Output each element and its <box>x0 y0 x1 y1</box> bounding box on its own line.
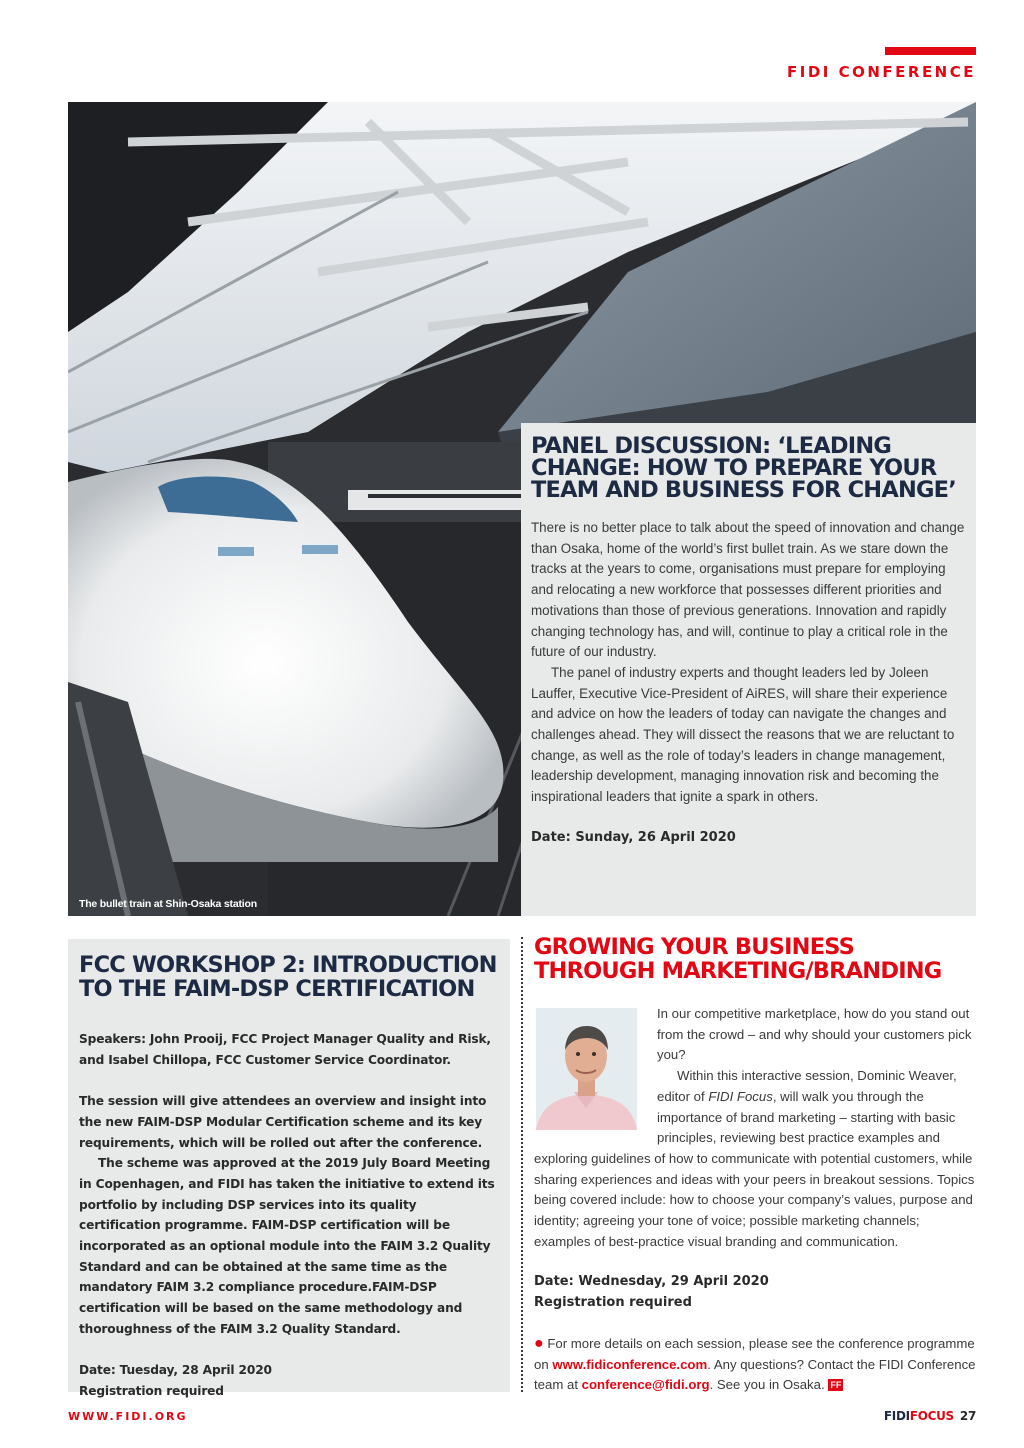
accent-bar <box>885 47 976 55</box>
speaker-portrait <box>536 1008 637 1130</box>
workshop-registration: Registration required <box>79 1383 224 1398</box>
growing-paragraph-1: In our competitive marketplace, how do you stand out from the crowd – and why should your customers pick you? <box>657 1006 972 1063</box>
speaker-portrait-illustration <box>536 1008 637 1130</box>
growing-business-section <box>534 935 976 1396</box>
growing-paragraph-2: Within this interactive session, Dominic Weaver, editor of FIDI Focus, will walk you through the importance of brand marketing – starting with basic principles, reviewing best practice examples and exploring guidelines of how to communicate with potential customers, while sharing experiences and ideas with your peers in breakout sessions. Topics being covered include: how to choose your company’s values, purpose and identity; agreeing your tone of voice; possible marketing channels; examples of best-practice visual branding and communication. <box>534 1068 975 1249</box>
panel-date: Date: Sunday, 26 April 2020 <box>531 829 736 845</box>
footer-brand: FIDIFOCUS 27 <box>883 1409 976 1423</box>
growing-registration: Registration required <box>534 1295 692 1311</box>
workshop-paragraph-2: The scheme was approved at the 2019 July Board Meeting in Copenhagen, and FIDI has taken the initiative to extend its portfolio by including DSP services into its quality certification programme. FAIM-DSP certification will be incorporated as an optional module into the FAIM 3.2 Quality Standard and can be obtained at the same time as the mandatory FAIM 3.2 compliance procedure.FAIM-DSP certification will be based on the same methodology and thoroughness of the FAIM 3.2 Quality Standard. <box>79 1156 495 1336</box>
end-mark-icon: FF <box>830 1380 842 1391</box>
column-divider <box>521 937 523 1392</box>
growing-title: GROWING YOUR BUSINESS THROUGH MARKETING/BRANDING <box>534 934 942 984</box>
workshop-paragraph-1: The session will give attendees an overview and insight into the new FAIM-DSP Modular Certification scheme and its key requirements, which will be rolled out after the conference. <box>79 1094 487 1150</box>
panel-paragraph-1: There is no better place to talk about the speed of innovation and change than Osaka, home of the world’s first bullet train. As we stare down the tracks at the years to come, organisations must prepare for employing and relocating a new workforce that possesses different priorities and motivations than those of previous generations. Innovation and rapidly changing technology has, and will, continue to play a critical role in the future of our industry. <box>531 520 965 660</box>
bullet-icon: ● <box>534 1334 544 1352</box>
workshop-title: FCC WORKSHOP 2: INTRODUCTION TO THE FAIM-DSP CERTIFICATION <box>79 952 497 1002</box>
more-details: ● For more details on each session, please see the conference programme on www.fidiconference.com. Any questions? Contact the FIDI Conference team at conference@fidi.org. See you in Osaka. FF <box>534 1334 976 1393</box>
panel-body <box>531 518 966 808</box>
photo-caption: The bullet train at Shin-Osaka station <box>79 898 257 910</box>
workshop-body <box>79 1029 500 1402</box>
workshop-date: Date: Tuesday, 28 April 2020 <box>79 1363 272 1378</box>
panel-paragraph-2: The panel of industry experts and thought leaders led by Joleen Lauffer, Executive Vice-President of AiRES, will share their experience and advice on how the leaders of today can navigate the changes and challenges ahead. They will dissect the reasons that we are reluctant to change, as well as the role of today’s leaders in change management, leadership development, managing innovation risk and becoming the inspirational leaders that ignite a spark in others. <box>531 664 955 805</box>
fcc-workshop-box <box>68 939 510 1398</box>
conference-email-link[interactable]: conference@fidi.org <box>581 1377 710 1393</box>
growing-date: Date: Wednesday, 29 April 2020 <box>534 1274 769 1290</box>
page-number: 27 <box>959 1409 976 1423</box>
panel-discussion-box <box>521 423 976 916</box>
conference-website-link[interactable]: www.fidiconference.com <box>552 1356 708 1372</box>
workshop-speakers: Speakers: John Prooij, FCC Project Manager Quality and Risk, and Isabel Chillopa, FCC Customer Service Coordinator. <box>79 1032 491 1067</box>
panel-title: PANEL DISCUSSION: ‘LEADING CHANGE: HOW TO PREPARE YOUR TEAM AND BUSINESS FOR CHANGE’ <box>531 433 956 503</box>
section-label: FIDI CONFERENCE <box>787 63 976 81</box>
footer-website[interactable]: WWW.FIDI.ORG <box>68 1410 188 1423</box>
